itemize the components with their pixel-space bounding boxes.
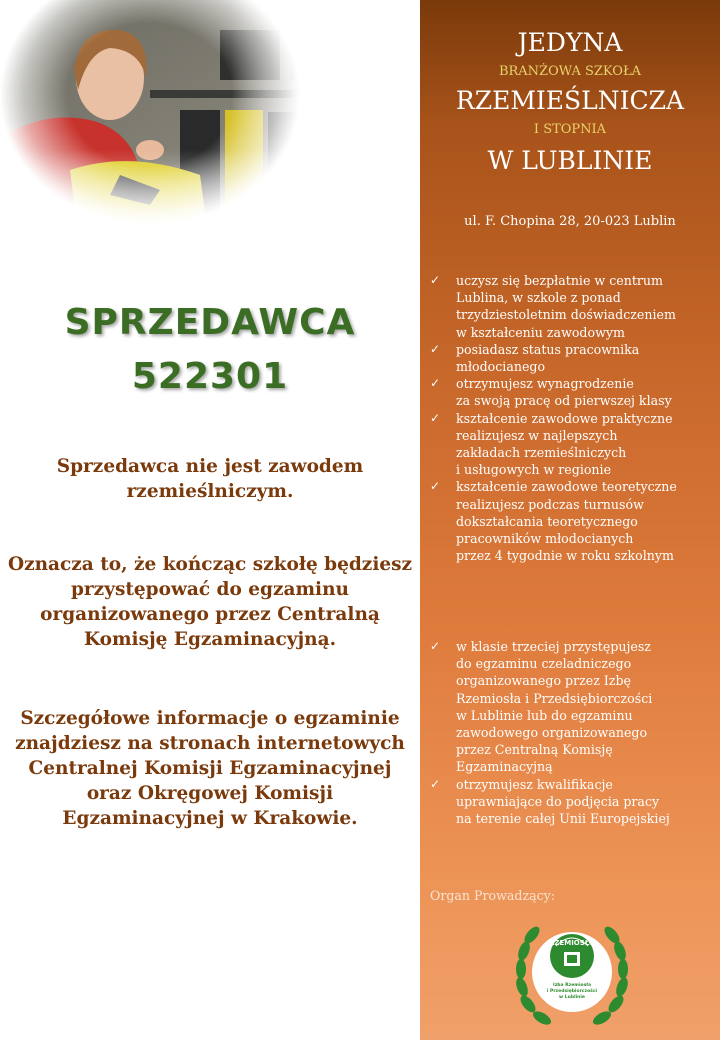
school-header-line-5: W LUBLINIE (487, 146, 653, 175)
check-icon: ✓ (430, 410, 441, 425)
school-header-line-2: BRANŻOWA SZKOŁA (498, 64, 642, 79)
list-item: ✓ uczysz się bezpłatnie w centrum Lublina, w szkole z ponad trzydziestoletnim doświadczeniem w kształceniu zawodowym (430, 273, 676, 340)
list-item: ✓ w klasie trzeciej przystępujesz do egzaminu czeladniczego organizowanego przez Izbę Rzemiosła i Przedsiębiorczości w Lublinie lub do egzaminu zawodowego organizowanego przez Centralną Komisję Egzaminacyjną (430, 639, 653, 775)
info-paragraph-2: Oznacza to, że kończąc szkołę będziesz przystępować do egzaminu organizowanego przez Centralną Komisję Egzaminacyjną. (7, 554, 413, 650)
check-icon: ✓ (430, 479, 441, 494)
check-icon: ✓ (430, 776, 441, 791)
benefits-list-2 (430, 638, 716, 827)
check-icon: ✓ (430, 376, 441, 391)
info-paragraph-3: Szczegółowe informacje o egzaminie znajdziesz na stronach internetowych Centralnej Komisji Egzaminacyjnej oraz Okręgowej Komisji Egzaminacyjnej w Krakowie. (15, 708, 405, 829)
school-address: ul. F. Chopina 28, 20-023 Lublin (464, 214, 676, 229)
logo-caption-line-2: i Przedsiębiorczości (546, 989, 598, 994)
list-item: ✓ kształcenie zawodowe teoretyczne realizujesz podczas turnusów dokształcania teoretycznego pracowników młodocianych przez 4 tygodnie w roku szkolnym (430, 479, 677, 564)
list-item: ✓ posiadasz status pracownika młodocianego (430, 341, 640, 375)
logo-caption-line-1: Izba Rzemiosła (553, 983, 591, 988)
school-header-line-3: RZEMIEŚLNICZA (455, 86, 685, 115)
job-code: 522301 (131, 356, 289, 397)
list-item: ✓ otrzymujesz wynagrodzenie za swoją pracę od pierwszej klasy (430, 376, 672, 409)
rzemioslo-emblem-icon (514, 912, 630, 1032)
check-icon: ✓ (430, 639, 441, 653)
hero-photo (0, 0, 420, 250)
right-column (420, 0, 720, 1040)
school-header-line-4: I STOPNIA (533, 122, 607, 137)
school-header-line-1: JEDYNA (517, 28, 623, 57)
benefits-list-1 (430, 272, 716, 564)
logo-caption-line-3: w Lublinie (559, 995, 585, 1000)
job-title: SPRZEDAWCA (64, 302, 356, 343)
shopping-woman-photo-icon (0, 0, 420, 250)
list-item: ✓ otrzymujesz kwalifikacje uprawniające do podjęcia pracy na terenie całej Unii Europejskiej (430, 776, 670, 827)
info-paragraph-1: Sprzedawca nie jest zawodem rzemieślniczym. (56, 456, 364, 502)
organ-label: Organ Prowadzący: (430, 888, 556, 903)
logo-top-text: RZEMIOSŁO (548, 939, 596, 947)
list-item: ✓ kształcenie zawodowe praktyczne realizujesz w najlepszych zakładach rzemieślniczych i usługowych w regionie (430, 410, 673, 478)
check-icon: ✓ (430, 341, 441, 356)
check-icon: ✓ (430, 273, 441, 287)
